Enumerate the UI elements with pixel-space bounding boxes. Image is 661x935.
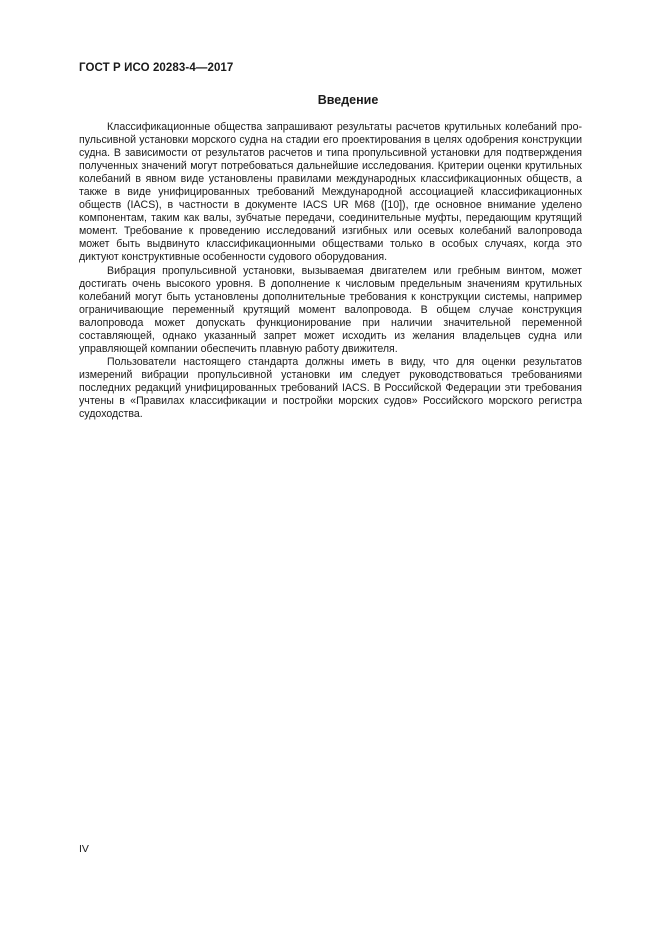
paragraph-3: Пользователи настоящего стандарта должны иметь в виду, что для оценки результатов измерений вибрации пропульсивной установки им следует руководствоваться требованиями последних редакций унифицированных требований IACS. В Российской Федерации эти требования учтены в «Правилах классификации и постройки морских судов» Российского морского регистра судоходства. [79, 355, 582, 421]
body-text [79, 121, 582, 421]
paragraph-2: Вибрация пропульсивной установки, вызываемая двигателем или гребным винтом, может достигать очень высокого уровня. В дополнение к числовым предельным значениям крутильных колебаний могут быть установлены дополнительные требования к конструкции системы, например ограничивающие переменный крутящий момент валопровода. В общем случае конструкция валопровода может допускать функционирование при наличии значительной переменной составляющей, однако указанный запрет может исходить из желания владельцев судна или управляющей компании обеспечить плавную работу движителя. [79, 264, 582, 355]
paragraph-1: Классификационные общества запрашивают результаты расчетов крутильных колебаний пропульсивной установки морского судна на стадии его проектирования в целях одобрения конструкции судна. В зависимости от результатов расчетов и типа пропульсивной установки для подтверждения полученных значений могут потребоваться дальнейшие исследования. Критерии оценки крутильных колебаний в явном виде установлены правилами международных классификационных обществ, а также в виде унифицированных требований Международной ассоциацией классификационных обществ (IACS), в частности в документе IACS UR M68 ([10]), где основное внимание уделено компонентам, таким как валы, зубчатые передачи, соединительные муфты, передающим крутящий момент. Требование к проведению исследований изгибных или осевых колебаний валопровода может быть выдвинуто классификационными обществами только в особых случаях, когда это диктуют конструктивные особенности судового оборудования. [79, 121, 582, 264]
section-title: Введение [317, 93, 379, 107]
document-header: ГОСТ Р ИСО 20283-4—2017 [79, 62, 234, 74]
page-number: IV [79, 843, 89, 855]
